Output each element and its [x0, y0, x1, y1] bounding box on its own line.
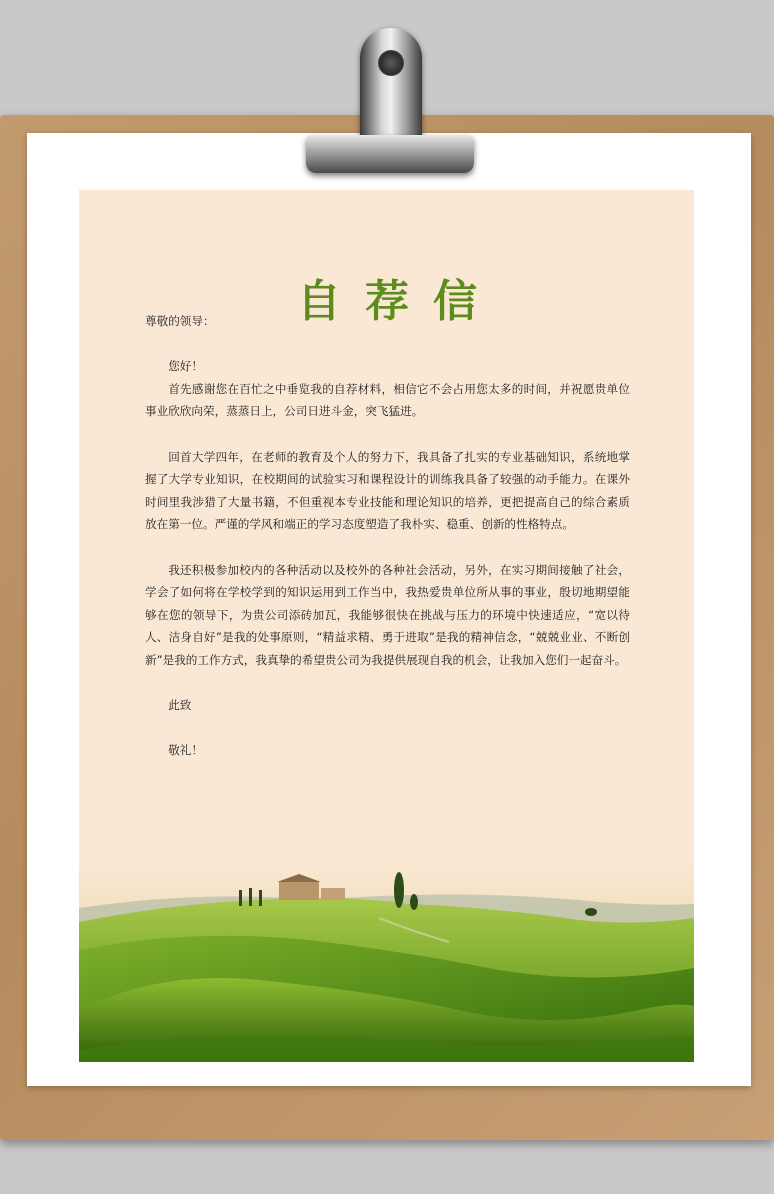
closing: 此致: [168, 698, 192, 713]
salutation: 尊敬的领导：: [145, 314, 215, 328]
spacer: [145, 333, 630, 356]
paragraph-1: 首先感谢您在百忙之中垂览我的自荐材料，相信它不会占用您太多的时间，并祝愿贵单位事业欣欣向荣，蒸蒸日上，公司日进斗金，突飞猛进。: [145, 381, 630, 419]
binder-clip-icon: [360, 28, 422, 142]
clip-hole-icon: [378, 50, 404, 76]
paragraph-2: 回首大学四年，在老师的教育及个人的努力下，我具备了扎实的专业基础知识，系统地掌握了大学专业知识，在校期间的试验实习和课程设计的训练我具备了较强的动手能力。在课外时间里我涉猎了大量书籍，不但重视本专业技能和理论知识的培养，更把提高自己的综合素质放在第一位。严谨的学风和端正的学习态度塑造了我朴实、稳重、创新的性格特点。: [145, 449, 630, 532]
regards: 敬礼！: [168, 743, 203, 758]
paragraph-3: 我还积极参加校内的各种活动以及校外的各种社会活动，另外，在实习期间接触了社会，学会了如何将在学校学到的知识运用到工作当中，我热爱贵单位所从事的事业，殷切地期望能够在您的领导下，为贵公司添砖加瓦，我能够很快在挑战与压力的环境中快速适应，“宽以待人、洁身自好”是我的处事原则，“精益求精、勇于进取”是我的精神信念，“兢兢业业、不断创新”是我的工作方式，我真挚的希望贵公司为我提供展现自我的机会，让我加入您们一起奋斗。: [145, 562, 630, 667]
green-hills-image: [79, 860, 694, 1062]
letter-title: 自荐信: [297, 276, 501, 328]
spacer: [145, 536, 630, 559]
letter-body: [145, 310, 630, 762]
spacer: [145, 423, 630, 446]
spacer: [145, 672, 630, 695]
greeting: 您好！: [168, 359, 203, 374]
clip-base-icon: [306, 135, 474, 173]
spacer: [145, 717, 630, 740]
